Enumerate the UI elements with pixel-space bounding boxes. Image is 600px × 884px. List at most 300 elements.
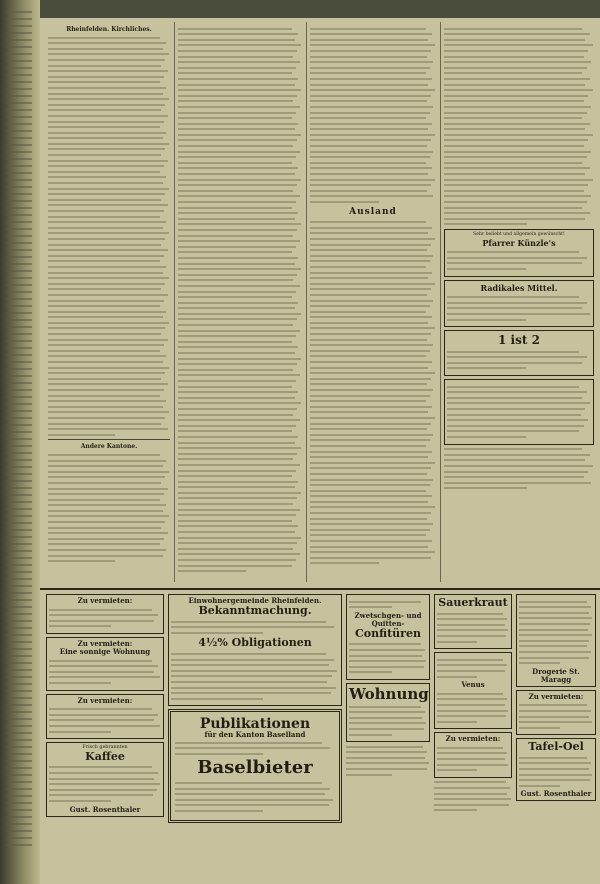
text-line <box>310 523 433 525</box>
text-line <box>171 681 327 683</box>
text-line <box>6 599 32 601</box>
text-line <box>6 312 32 314</box>
text-block <box>444 448 594 489</box>
ad-zu-vermieten-2: Zu vermieten: <box>46 694 164 740</box>
text-line <box>48 460 166 462</box>
text-line <box>178 358 301 360</box>
text-line <box>178 190 293 192</box>
text-line <box>519 623 590 625</box>
text-line <box>48 465 163 467</box>
text-line <box>310 44 435 46</box>
text-line <box>444 134 593 136</box>
text-line <box>48 227 163 229</box>
text-line <box>349 660 426 662</box>
text-line <box>48 232 169 234</box>
text-block <box>346 746 430 776</box>
text-line <box>49 660 152 662</box>
ad-1-ist-2: 1 ist 2 <box>444 330 594 376</box>
column-3 <box>310 24 436 584</box>
ad-zu-vermieten-1: Zu vermieten: <box>46 594 164 634</box>
text-line <box>310 201 379 203</box>
text-line <box>178 195 300 197</box>
text-line <box>171 626 334 628</box>
text-line <box>48 216 160 218</box>
text-line <box>444 167 590 169</box>
text-line <box>48 87 166 89</box>
text-line <box>48 367 169 369</box>
text-line <box>310 89 435 91</box>
text-line <box>178 565 292 567</box>
ads-column-1 <box>46 594 164 880</box>
text-line <box>519 762 591 764</box>
text-line <box>178 363 297 365</box>
text-line <box>310 283 435 285</box>
text-line <box>48 272 163 274</box>
text-line <box>437 693 503 695</box>
ad-kaffee: Frisch gebrannten Kaffee Gust. Rosenthaler <box>46 742 164 817</box>
text-line <box>178 134 301 136</box>
text-line <box>310 378 431 380</box>
ads-column-4 <box>434 594 512 880</box>
text-line <box>178 464 300 466</box>
text-line <box>444 162 582 164</box>
text-line <box>310 134 435 136</box>
text-line <box>48 210 164 212</box>
text-line <box>6 25 32 27</box>
text-line <box>310 423 431 425</box>
text-line <box>310 383 427 385</box>
text-line <box>6 774 32 776</box>
text-line <box>178 302 298 304</box>
text-line <box>178 162 292 164</box>
text-line <box>519 785 560 787</box>
text-line <box>178 548 293 550</box>
text-line <box>310 451 432 453</box>
text-line <box>178 570 246 572</box>
text-line <box>6 606 32 608</box>
text-line <box>6 81 32 83</box>
text-line <box>6 319 32 321</box>
text-line <box>310 100 427 102</box>
text-line <box>6 725 32 727</box>
text-line <box>6 403 32 405</box>
text-line <box>49 778 154 780</box>
text-line <box>48 504 166 506</box>
text-line <box>447 419 588 421</box>
text-line <box>178 128 295 130</box>
text-line <box>434 781 506 783</box>
text-line <box>6 550 32 552</box>
spine-previous-page <box>4 6 34 876</box>
text-line <box>178 335 296 337</box>
text-line <box>437 629 508 631</box>
text-line <box>6 522 32 524</box>
text-line <box>48 176 166 178</box>
text-line <box>6 116 32 118</box>
text-line <box>178 33 298 35</box>
text-line <box>447 391 587 393</box>
text-line <box>48 277 169 279</box>
text-line <box>48 294 168 296</box>
text-line <box>48 266 166 268</box>
text-line <box>310 400 426 402</box>
text-line <box>178 229 297 231</box>
text-line <box>48 115 168 117</box>
text-line <box>178 50 297 52</box>
text-line <box>6 655 32 657</box>
text-line <box>444 117 582 119</box>
text-line <box>49 794 153 796</box>
text-line <box>171 621 326 623</box>
text-line <box>519 768 589 770</box>
text-line <box>6 179 32 181</box>
text-line <box>178 296 292 298</box>
text-line <box>6 697 32 699</box>
text-line <box>178 386 292 388</box>
text-line <box>178 89 301 91</box>
text-line <box>6 333 32 335</box>
text-line <box>6 634 32 636</box>
text-line <box>178 72 292 74</box>
ad-venus: Venus <box>434 652 512 729</box>
text-line <box>310 495 432 497</box>
text-line <box>6 95 32 97</box>
text-line <box>6 298 32 300</box>
text-line <box>49 725 160 727</box>
text-line <box>437 758 505 760</box>
text-line <box>434 798 511 800</box>
text-line <box>175 753 263 755</box>
text-line <box>178 123 298 125</box>
text-line <box>444 173 585 175</box>
text-line <box>346 757 425 759</box>
text-line <box>447 356 587 358</box>
text-line <box>49 625 111 627</box>
text-line <box>178 341 292 343</box>
text-line <box>178 268 301 270</box>
text-line <box>6 368 32 370</box>
text-line <box>48 538 164 540</box>
text-line <box>444 201 587 203</box>
text-line <box>6 739 32 741</box>
text-line <box>346 751 427 753</box>
text-line <box>178 100 293 102</box>
text-line <box>349 711 425 713</box>
text-line <box>6 557 32 559</box>
text-line <box>178 223 301 225</box>
text-line <box>178 486 295 488</box>
text-line <box>434 787 510 789</box>
text-line <box>6 816 32 818</box>
column-1 <box>48 24 170 584</box>
text-line <box>444 476 584 478</box>
text-line <box>310 227 432 229</box>
text-line <box>48 549 166 551</box>
text-line <box>310 190 427 192</box>
text-line <box>48 532 168 534</box>
text-line <box>178 212 298 214</box>
text-line <box>437 769 477 771</box>
text-line <box>310 294 427 296</box>
text-line <box>444 454 590 456</box>
text-line <box>6 732 32 734</box>
text-line <box>310 106 433 108</box>
text-line <box>48 42 166 44</box>
text-line <box>6 795 32 797</box>
text-line <box>447 397 582 399</box>
text-line <box>48 249 168 251</box>
text-line <box>6 753 32 755</box>
ad-drogerie: Drogerie St. Maragg <box>516 594 596 687</box>
text-line <box>349 722 426 724</box>
text-line <box>447 319 526 321</box>
text-line <box>49 789 157 791</box>
text-line <box>48 395 160 397</box>
text-line <box>310 473 427 475</box>
text-line <box>178 240 300 242</box>
text-line <box>310 255 433 257</box>
text-line <box>178 514 296 516</box>
text-line <box>48 48 163 50</box>
text-line <box>6 375 32 377</box>
text-line <box>437 659 503 661</box>
text-line <box>49 772 158 774</box>
text-line <box>178 397 295 399</box>
text-line <box>48 182 163 184</box>
text-line <box>6 452 32 454</box>
text-line <box>310 128 428 130</box>
text-line <box>444 151 591 153</box>
text-line <box>310 179 435 181</box>
text-line <box>310 173 428 175</box>
text-line <box>49 766 152 768</box>
text-line <box>447 257 587 259</box>
text-line <box>444 89 593 91</box>
text-line <box>444 465 593 467</box>
text-line <box>48 193 165 195</box>
text-line <box>178 263 295 265</box>
text-line <box>310 462 435 464</box>
text-line <box>48 378 161 380</box>
text-line <box>310 355 426 357</box>
text-line <box>310 316 432 318</box>
text-line <box>6 480 32 482</box>
text-line <box>447 386 579 388</box>
text-line <box>310 467 431 469</box>
text-line <box>171 664 329 666</box>
text-line <box>444 471 588 473</box>
text-line <box>48 428 168 430</box>
text-line <box>171 670 337 672</box>
text-line <box>48 488 168 490</box>
text-line <box>349 649 425 651</box>
text-line <box>444 145 584 147</box>
text-line <box>178 408 297 410</box>
text-line <box>519 757 587 759</box>
text-line <box>437 641 477 643</box>
text-line <box>310 327 435 329</box>
text-line <box>349 734 392 736</box>
text-line <box>310 506 435 508</box>
text-line <box>48 372 165 374</box>
text-line <box>310 456 428 458</box>
text-line <box>6 221 32 223</box>
text-line <box>310 272 432 274</box>
text-line <box>48 333 161 335</box>
text-line <box>178 447 301 449</box>
text-line <box>6 592 32 594</box>
text-line <box>444 72 582 74</box>
text-line <box>48 499 160 501</box>
text-line <box>49 783 160 785</box>
text-line <box>6 256 32 258</box>
text-line <box>444 207 582 209</box>
text-line <box>447 313 590 315</box>
text-line <box>310 232 428 234</box>
text-line <box>6 515 32 517</box>
text-line <box>310 156 430 158</box>
text-line <box>310 167 432 169</box>
text-line <box>6 417 32 419</box>
text-line <box>6 431 32 433</box>
text-line <box>444 61 591 63</box>
text-line <box>48 37 160 39</box>
heading-ausland: Ausland <box>349 206 397 217</box>
text-line <box>6 438 32 440</box>
text-line <box>310 417 435 419</box>
text-line <box>6 165 32 167</box>
text-line <box>6 830 32 832</box>
text-line <box>310 546 428 548</box>
text-line <box>49 682 111 684</box>
text-line <box>6 613 32 615</box>
text-line <box>178 156 296 158</box>
text-line <box>310 266 426 268</box>
text-line <box>447 307 582 309</box>
text-line <box>6 641 32 643</box>
text-block <box>434 781 512 811</box>
text-line <box>349 706 421 708</box>
text-line <box>310 512 431 514</box>
ad-sonnige-wohnung: Zu vermieten: Eine sonnige Wohnung <box>46 637 164 691</box>
text-line <box>6 74 32 76</box>
text-line <box>6 781 32 783</box>
text-line <box>178 470 296 472</box>
text-line <box>48 109 161 111</box>
text-line <box>48 454 160 456</box>
text-line <box>48 327 165 329</box>
text-line <box>48 389 164 391</box>
text-line <box>48 199 161 201</box>
text-line <box>178 525 298 527</box>
text-line <box>6 690 32 692</box>
text-line <box>175 793 325 795</box>
text-line <box>6 620 32 622</box>
text-line <box>6 760 32 762</box>
text-line <box>310 305 430 307</box>
text-line <box>6 53 32 55</box>
text-line <box>178 201 296 203</box>
text-line <box>310 244 431 246</box>
text-line <box>310 562 379 564</box>
text-line <box>437 764 508 766</box>
text-line <box>310 33 432 35</box>
text-line <box>178 112 296 114</box>
text-line <box>6 263 32 265</box>
text-line <box>178 307 295 309</box>
text-line <box>178 520 292 522</box>
text-line <box>310 367 428 369</box>
text-line <box>519 721 592 723</box>
text-line <box>437 676 477 678</box>
text-line <box>349 643 421 645</box>
text-line <box>6 291 32 293</box>
text-line <box>6 151 32 153</box>
text-line <box>310 72 426 74</box>
text-line <box>519 629 588 631</box>
text-line <box>447 251 579 253</box>
text-line <box>6 529 32 531</box>
text-line <box>175 804 329 806</box>
text-line <box>178 414 293 416</box>
text-line <box>48 560 115 562</box>
text-line <box>48 81 160 83</box>
text-line <box>48 148 165 150</box>
text-line <box>6 172 32 174</box>
text-line <box>175 799 333 801</box>
text-line <box>444 482 591 484</box>
ads-column-5 <box>516 594 596 880</box>
text-line <box>178 419 300 421</box>
text-line <box>49 614 158 616</box>
text-line <box>48 121 164 123</box>
text-line <box>6 46 32 48</box>
text-line <box>178 537 301 539</box>
text-line <box>6 648 32 650</box>
text-line <box>178 391 298 393</box>
text-line <box>48 322 169 324</box>
text-line <box>48 255 164 257</box>
text-line <box>310 238 435 240</box>
text-line <box>310 540 432 542</box>
text-line <box>178 430 292 432</box>
text-line <box>178 318 297 320</box>
text-line <box>6 424 32 426</box>
text-line <box>6 207 32 209</box>
text-line <box>175 742 322 744</box>
text-line <box>49 800 111 802</box>
text-line <box>349 671 392 673</box>
text-line <box>444 459 585 461</box>
text-line <box>346 774 392 776</box>
text-line <box>6 102 32 104</box>
text-line <box>437 613 503 615</box>
ad-radikales-mittel: Radikales Mittel. <box>444 280 594 328</box>
text-line <box>178 475 292 477</box>
text-line <box>6 228 32 230</box>
text-line <box>444 95 588 97</box>
text-line <box>6 137 32 139</box>
text-line <box>6 200 32 202</box>
text-line <box>437 752 507 754</box>
text-line <box>519 774 592 776</box>
text-line <box>519 617 592 619</box>
text-line <box>444 44 593 46</box>
column-rule <box>440 22 441 582</box>
text-line <box>171 675 332 677</box>
ad-zu-vermieten-4: Zu vermieten: <box>516 690 596 736</box>
text-line <box>178 61 300 63</box>
